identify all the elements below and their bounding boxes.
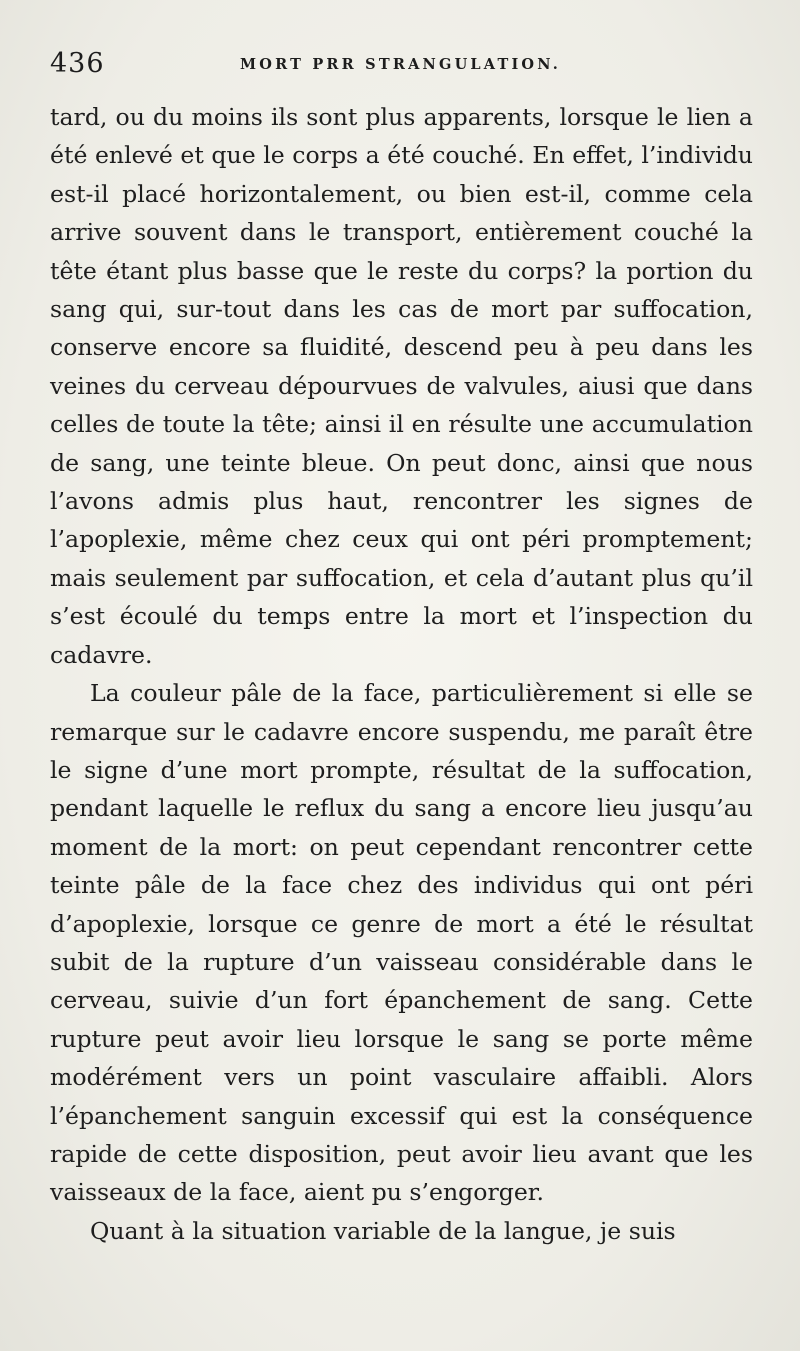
paragraph-pale-face: La couleur pâle de la face, particulièrement si elle se remarque sur le cadavre encore suspendu, me paraît être le signe d’une mort prompte, résultat de la suffocation, pendant laquelle le reflux du sang a encore lieu jusqu’au moment de la mort: on peut cependant rencontrer cette teinte pâle de la face chez des individus qui ont péri d’apoplexie, lorsque ce genre de mort a été le résultat subit de la rupture d’un vaisseau considérable dans le cerveau, suivie d’un fort épanchement de sang. Cette rupture peut avoir lieu lorsque le sang se porte même modérément vers un point vasculaire affaibli. Alors l’épanchement sanguin excessif qui est la conséquence rapide de cette disposition, peut avoir lieu avant que les vaisseaux de la face, aient pu s’engorger. [50, 679, 753, 1207]
running-title: MORT PRR STRANGULATION. [240, 56, 562, 73]
paragraph-tongue: Quant à la situation variable de la langue, je suis [90, 1216, 676, 1245]
body-text [50, 98, 753, 1250]
page-number: 436 [50, 48, 105, 79]
page-header [50, 48, 750, 88]
paragraph-continued: tard, ou du moins ils sont plus apparents, lorsque le lien a été enlevé et que le corps a été couché. En effet, l’individu est-il placé horizontalement, ou bien est-il, comme cela arrive souvent dans le transport, entièrement couché la tête étant plus basse que le reste du corps? la portion du sang qui, sur-tout dans les cas de mort par suffocation, conserve encore sa fluidité, descend peu à peu dans les veines du cerveau dépourvues de valvules, aiusi que dans celles de toute la tête; ainsi il en résulte une accumulation de sang, une teinte bleue. On peut donc, ainsi que nous l’avons admis plus haut, rencontrer les signes de l’apoplexie, même chez ceux qui ont péri promptement; mais seulement par suffocation, et cela d’autant plus qu’il s’est écoulé du temps entre la mort et l’inspection du cadavre. [50, 103, 753, 669]
